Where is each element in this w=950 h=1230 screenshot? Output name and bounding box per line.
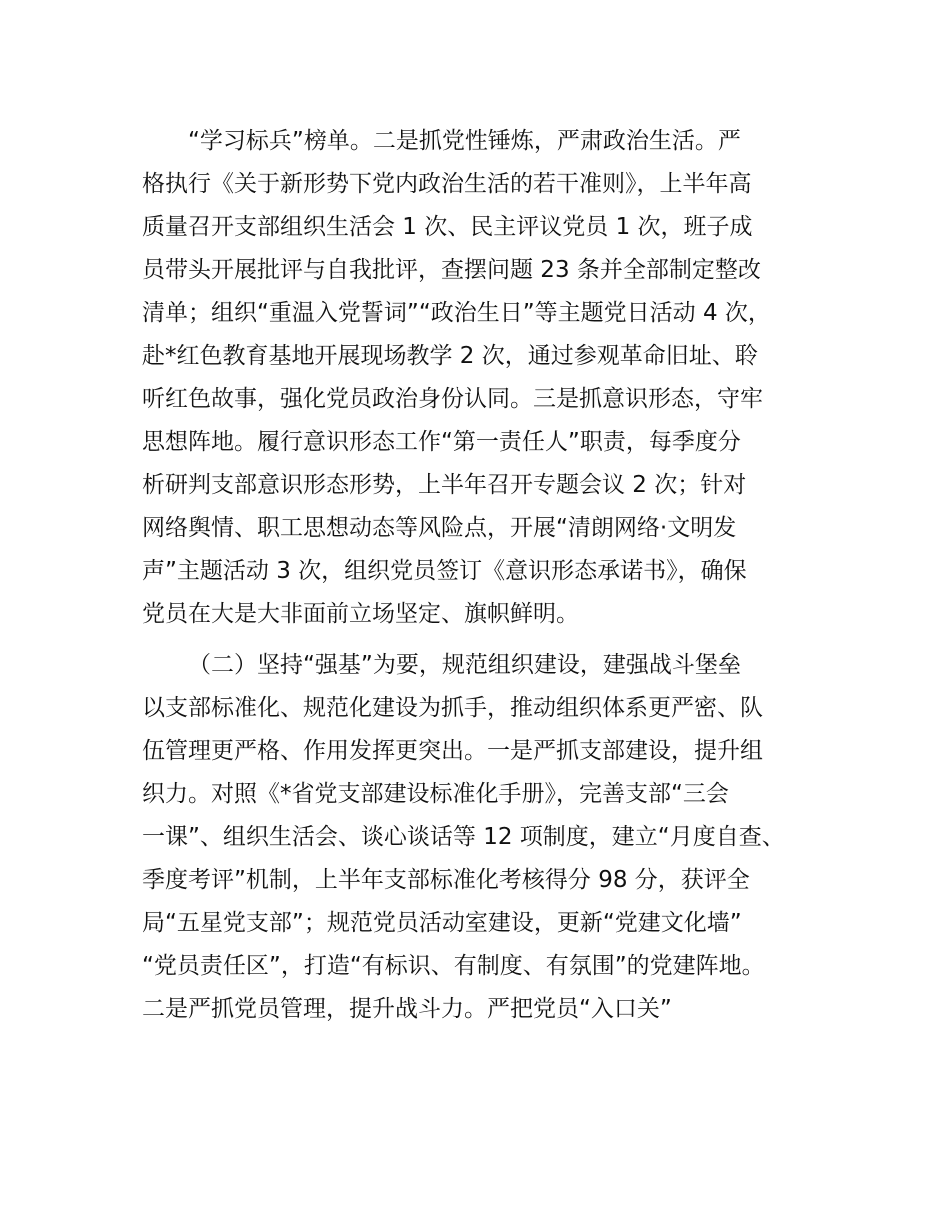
text-line: “党员责任区”，打造“有标识、有制度、有氛围”的党建阵地。 [142,953,765,979]
text-line: “学习标兵”榜单。二是抓党性锤炼，严肃政治生活。严 [188,128,741,154]
text-line: 党员在大是大非面前立场坚定、旗帜鲜明。 [142,601,579,627]
text-line: 声”主题活动 3 次，组织党员签订《意识形态承诺书》，确保 [142,558,747,584]
text-line: 员带头开展批评与自我批评，查摆问题 23 条并全部制定整改 [142,257,761,283]
document-body [142,120,842,1031]
text-line: 听红色故事，强化党员政治身份认同。三是抓意识形态，守牢 [142,386,763,412]
text-line: 析研判支部意识形态形势，上半年召开专题会议 2 次；针对 [142,472,747,498]
text-line: 一课”、组织生活会、谈心谈话等 12 项制度，建立“月度自查、 [142,824,785,850]
text-line: 清单；组织“重温入党誓词”“政治生日”等主题党日活动 4 次， [142,300,771,326]
text-line: 网络舆情、职工思想动态等风险点，开展“清朗网络·文明发 [142,515,737,541]
text-line: 质量召开支部组织生活会 1 次、民主评议党员 1 次，班子成 [142,214,753,240]
text-line: 局“五星党支部”；规范党员活动室建设，更新“党建文化墙” [142,910,742,936]
text-line: 织力。对照《*省党支部建设标准化手册》，完善支部“三会 [142,781,729,807]
text-line: 思想阵地。履行意识形态工作“第一责任人”职责，每季度分 [142,429,741,455]
text-line: 以支部标准化、规范化建设为抓手，推动组织体系更严密、队 [142,695,763,721]
text-line: 赴*红色教育基地开展现场教学 2 次，通过参观革命旧址、聆 [142,343,758,369]
text-line: 伍管理更严格、作用发挥更突出。一是严抓支部建设，提升组 [142,738,763,764]
section-heading-line: （二）坚持“强基”为要，规范组织建设，建强战斗堡垒 [188,652,741,678]
paragraph-party-discipline [142,120,842,636]
paragraph-organization-building [142,644,842,1031]
text-line: 格执行《关于新形势下党内政治生活的若干准则》，上半年高 [142,171,752,197]
text-line: 二是严抓党员管理，提升战斗力。严把党员“入口关” [142,996,672,1022]
text-line: 季度考评”机制，上半年支部标准化考核得分 98 分，获评全 [142,867,750,893]
